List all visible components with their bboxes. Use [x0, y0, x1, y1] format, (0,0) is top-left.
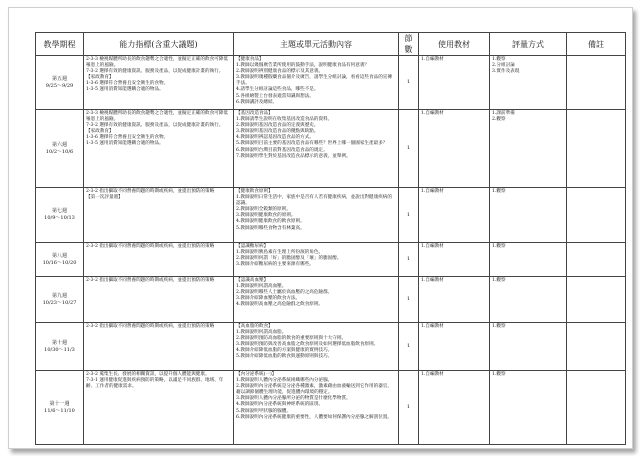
- ability-cell: [84, 243, 234, 277]
- content-cell: [234, 371, 399, 445]
- materials-cell: 1.自編教材: [419, 277, 490, 323]
- content-line: 5.教師介紹降低血脂的飲食與運動原則與技巧。: [236, 354, 333, 360]
- assessment-cell: [490, 56, 567, 110]
- content-line: 5.教師說明目前主要的基因改造食品有哪些？世界上哪一個國家生產最多？: [236, 141, 388, 147]
- materials-cell: 1.自編教材: [419, 371, 490, 445]
- assessment-line: 2.分組討論: [492, 63, 515, 69]
- ability-line: 1-3-6 選擇符合營養且安全衛生的食物。: [86, 81, 169, 87]
- week-cell: [36, 56, 84, 110]
- ability-line: 7-3-1 運用健康促進與疾病預防的策略，以滿足不同族群、地域、年齡、工作者的健康需求。: [86, 378, 224, 390]
- table-row: [36, 56, 626, 110]
- week-label: 第八週: [51, 252, 67, 259]
- ability-line: 2-3-2 指出攝取不同營養問題的時期或疾病，並提出預防的策略: [86, 278, 215, 283]
- week-cell: [36, 243, 84, 277]
- ability-line: 7-3-2 選擇有效的健康資訊、服務及產品，以促成健康計畫的執行。: [86, 69, 224, 75]
- assessment-cell: [490, 188, 567, 243]
- assessment-line: 1.觀察: [492, 189, 506, 194]
- ability-line: 7-3-2 選擇有效的健康資訊、服務及產品，以促成健康計畫的執行。: [86, 123, 224, 129]
- hours-cell: 1: [399, 277, 419, 323]
- week-label: 第十週: [51, 339, 67, 346]
- ability-line: 1-3-5 運用消費知能選購合適的物品。: [86, 87, 164, 93]
- ability-line: 2-3-3 檢視媒體所助長的飲食趨勢之合適性，並擬定正確的飲食可降低罹患上的風險。: [86, 111, 228, 123]
- notes-cell: [567, 56, 626, 110]
- week-cell: [36, 110, 84, 188]
- notes-cell: [567, 323, 626, 371]
- week-label: 第五週: [51, 75, 67, 82]
- ability-line: 【第一次評量週】: [86, 195, 123, 201]
- header-materials: 使用教材: [419, 33, 490, 56]
- assessment-line: 3.實作及表現: [492, 69, 520, 75]
- content-line: 2.教師說明何謂「好」的膽固醇及「壞」的膽固醇。: [236, 256, 342, 262]
- content-line: 1.教師說明胰島素在生理上所扮演的角色。: [236, 250, 324, 256]
- ability-line: 2-3-3 檢視媒體所助長的飲食趨勢之合適性，並擬定正確的飲食可降低罹患上的風險。: [86, 57, 228, 69]
- content-line: 【高血脂的飲食】: [236, 324, 273, 329]
- materials-cell: 1.自編教材: [419, 110, 490, 188]
- content-line: 1.教師說明人體內分泌系統組織哪些內分泌腺。: [236, 378, 333, 384]
- content-line: 3.教師介紹糖尿病的主要來源有哪些。: [236, 262, 314, 268]
- assessment-cell: [490, 323, 567, 371]
- content-cell: [234, 110, 399, 188]
- content-cell: [234, 277, 399, 323]
- hours-cell: 1: [399, 110, 419, 188]
- ability-line: 2-3-2 指出攝取不同營養問題的時期或疾病，並提出預防的策略: [86, 324, 215, 329]
- content-line: 5.各組繪製上台發表適當知識與想法。: [236, 93, 314, 99]
- table-row: [36, 277, 626, 323]
- assessment-line: 2.觀察: [492, 117, 506, 123]
- ability-line: 1-3-6 選擇符合營養且安全衛生的食物。: [86, 135, 169, 141]
- week-label: 第十一週: [49, 400, 70, 407]
- header-hours: 節數: [399, 33, 419, 56]
- content-cell: [234, 323, 399, 371]
- materials-cell: 1.自編教材: [419, 323, 490, 371]
- ability-cell: [84, 110, 234, 188]
- content-line: 1.教師說明何謂高血壓。: [236, 284, 287, 290]
- content-line: 【基因改造食品】: [236, 111, 273, 116]
- hours-cell: 1: [399, 56, 419, 110]
- assessment-cell: [490, 371, 567, 445]
- assessment-cell: [490, 110, 567, 188]
- week-dates: 10/16～10/20: [42, 259, 77, 266]
- content-line: 3.教師說明預防與改善高血脂之飲食原則及如何選擇低血脂飲食原則。: [236, 342, 379, 348]
- content-line: 7.教師說明學生對於基因改造食品標示的意義，並舉例。: [236, 153, 351, 159]
- assessment-line: 1.觀察: [492, 57, 506, 62]
- week-cell: [36, 323, 84, 371]
- assessment-line: 1.課前準備: [492, 111, 515, 116]
- notes-cell: [567, 277, 626, 323]
- hours-cell: 1: [399, 188, 419, 243]
- content-line: 4.教師說明內分泌系統與神經系統的區別。: [236, 402, 324, 408]
- ability-line: 2-3-2 指出攝取不同營養問題的時期或疾病，並提出預防的策略: [86, 189, 215, 194]
- content-line: 3.教師說明幾種假藥食品個介及廣告，請學生分組討論，看看這些食品的宣傳手法。: [236, 75, 392, 87]
- content-line: 1.教師說明何謂高血脂。: [236, 330, 287, 336]
- content-line: 2.教師說明內分泌系統是分泌各種激素，激素藉由血液輸送到它作用的器官，藉以調節個體生理功能，促進體內環境的穩定。: [236, 384, 392, 396]
- content-line: 3.教師說明健康飲食的原則。: [236, 213, 296, 219]
- content-line: 3.教師說明基因改造食品的優點與缺點。: [236, 129, 319, 135]
- assessment-line: 1.觀察: [492, 372, 506, 377]
- table-row: [36, 371, 626, 445]
- ability-line: 2-3-2 指出攝取不同營養問題的時期或疾病，並提出預防的策略: [86, 244, 215, 249]
- ability-cell: [84, 371, 234, 445]
- hours-cell: 1: [399, 323, 419, 371]
- assessment-line: 1.觀察: [492, 244, 506, 249]
- content-line: 1.教師說明日常生活中，家族中是否有人若有健康疾病，並說出對健康疾病的認識。: [236, 195, 392, 207]
- content-line: 【健康飲食原則】: [236, 189, 273, 194]
- content-line: 4.教師說明高血壓之高危險群之飲食原則。: [236, 302, 324, 308]
- content-cell: [234, 188, 399, 243]
- ability-cell: [84, 188, 234, 243]
- content-line: 2.教師說明預防高血脂的飲食的重要原則與十大守則。: [236, 336, 347, 342]
- table-row: [36, 243, 626, 277]
- header-content: 主題或單元活動內容: [234, 33, 399, 56]
- content-line: 【認識糖尿病】: [236, 244, 269, 249]
- content-line: 5.教師說明哪些食物含有林葉高。: [236, 225, 305, 231]
- header-notes: 備註: [567, 33, 626, 56]
- content-line: 2.教師說明全穀類的原則。: [236, 207, 291, 213]
- table-row: [36, 188, 626, 243]
- ability-cell: [84, 277, 234, 323]
- content-cell: [234, 243, 399, 277]
- week-dates: 10/2～10/6: [45, 148, 74, 155]
- content-line: 2.教師說明辨別健康食品的標示及其意義。: [236, 69, 324, 75]
- week-label: 第九週: [51, 292, 67, 299]
- content-line: 3.教師說明人體內分泌腺所分泌的物質是什麼化學物質。: [236, 396, 351, 402]
- ability-cell: [84, 323, 234, 371]
- content-line: 【健康食品】: [236, 57, 264, 62]
- ability-line: 【家政教育】: [86, 129, 114, 135]
- header-schedule: 教學期程: [36, 33, 84, 56]
- week-dates: 11/6～11/10: [44, 407, 75, 414]
- content-line: 4.請學生分組討論這些食品，哪些不是。: [236, 87, 319, 93]
- content-line: 6.教師說明內分泌系統健康的重要性，人體要如何保護內分泌腺之解剖位置。: [236, 414, 392, 420]
- hours-cell: 1: [399, 243, 419, 277]
- content-line: 6.教師說明台灣目前對基因改造食品的規定。: [236, 147, 328, 153]
- content-line: 4.教師說明辨認基因改造食品的方式。: [236, 135, 314, 141]
- notes-cell: [567, 243, 626, 277]
- assessment-cell: [490, 243, 567, 277]
- header-ability: 能力指標(含重大議題): [84, 33, 234, 56]
- week-dates: 10/23～10/27: [42, 299, 77, 306]
- content-line: 1.教師請學生說明在收集基因改造食品的資料。: [236, 117, 333, 123]
- ability-cell: [84, 56, 234, 110]
- week-cell: [36, 277, 84, 323]
- content-line: 2.教師說明哪些人士屬於高血壓的之高危險群。: [236, 290, 333, 296]
- ability-line: 【家政教育】: [86, 75, 114, 81]
- ability-line: 2-3-2 蒐集生長、發展的相關資訊，以提升個人體能與健康。: [86, 372, 210, 377]
- content-line: 6.教師講評及總結。: [236, 99, 278, 105]
- content-line: 3.教師介紹降血壓的飲食方法。: [236, 296, 301, 302]
- notes-cell: [567, 110, 626, 188]
- week-dates: 10/9～10/13: [44, 215, 75, 221]
- content-line: 1.教師以幾個廣告業所使用的鼓動手法，說明健康食品有何意義？: [236, 63, 370, 69]
- notes-cell: [567, 188, 626, 243]
- materials-cell: 1.自編教材: [419, 188, 490, 243]
- week-dates: 9/25～9/29: [45, 82, 74, 89]
- content-line: 2.教師說明基因改造食品的定義與歷史。: [236, 123, 319, 129]
- table-row: [36, 323, 626, 371]
- table-row: [36, 110, 626, 188]
- assessment-cell: [490, 277, 567, 323]
- assessment-line: 1.觀察: [492, 278, 506, 283]
- content-line: 5.教師說明甲狀腺的腺體。: [236, 408, 291, 414]
- ability-line: 1-3-5 運用消費知能選購合適的物品。: [86, 141, 164, 147]
- week-cell: [36, 188, 84, 243]
- materials-cell: 1.自編教材: [419, 243, 490, 277]
- week-dates: 10/30～11/3: [44, 346, 75, 353]
- materials-cell: 1.自編教材: [419, 56, 490, 110]
- week-cell: [36, 371, 84, 445]
- content-cell: [234, 56, 399, 110]
- notes-cell: [567, 371, 626, 445]
- header-assessment: 評量方式: [490, 33, 567, 56]
- header-row: [36, 33, 626, 56]
- week-label: 第六週: [51, 141, 67, 148]
- document-sheet: [8, 7, 633, 449]
- content-line: 【內分泌系統(一)】: [236, 372, 277, 377]
- hours-cell: 1: [399, 371, 419, 445]
- week-label: 第七週: [51, 208, 67, 214]
- lesson-plan-table: [35, 32, 626, 445]
- content-line: 4.教師介紹降低血脂的方案與健康的實例技巧。: [236, 348, 333, 354]
- content-line: 【認識高血壓】: [236, 278, 269, 283]
- content-line: 4.教師說明健康飲食的飲食原則。: [236, 219, 305, 225]
- assessment-line: 1.觀察: [492, 324, 506, 329]
